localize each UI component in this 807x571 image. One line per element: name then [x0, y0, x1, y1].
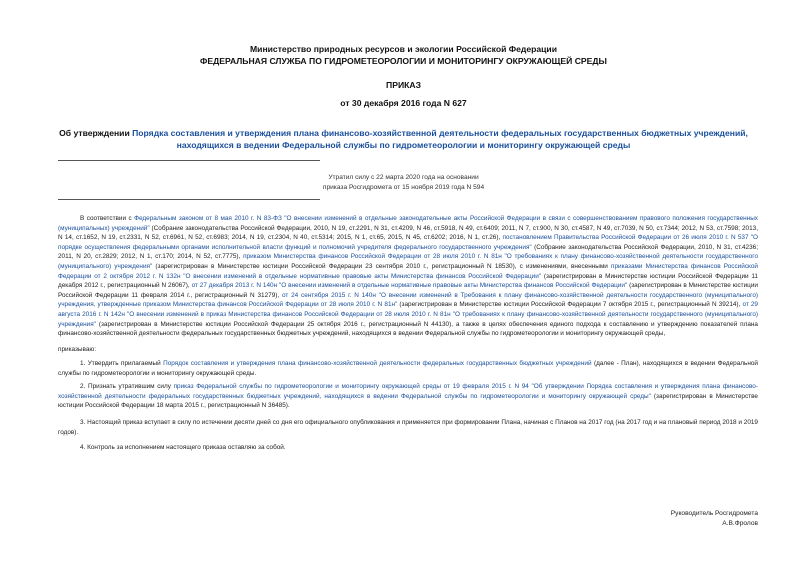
item-1-text: 1. Утвердить прилагаемый	[80, 360, 164, 367]
item-2-text: 2. Признать утратившим силу	[80, 383, 174, 390]
link-federal-law[interactable]: Федеральным законом от 8 мая 2010 г. N 83-ФЗ "О внесении изменений в отдельные законодательные акты Российской Федерации в связи с совершенствованием правового положения государственных (муниципальных) учреждений"	[58, 215, 758, 232]
preamble-text: (Собрание законодательства Российской Федерации, 2010, N 31, ст.4236; 2011, N 20, ст.2829; 2012, N 1, ст.170; 2014, N 52, ст.7775),	[58, 243, 758, 261]
link-minfin-order-132n[interactable]: приказами Министерства финансов Российской Федерации от 2 октября 2012 г. N 132н "О внесении изменений в отдельные нормативные правовые акты Министерства финансов Российской Федерации"	[58, 262, 759, 280]
signature-position: Руководитель Росгидромета	[670, 510, 758, 517]
link-minfin-order-142n[interactable]: от 29 августа 2016 г. N 142н "О внесении изменений в приказ Министерства финансов Российской Федерации от 28 июля 2010 г. N 81н "О требованиях к плану финансово-хозяйственной деятельности государственного (муниципального) учреждения"	[58, 301, 758, 328]
service-name: ФЕДЕРАЛЬНАЯ СЛУЖБА ПО ГИДРОМЕТЕОРОЛОГИИ И МОНИТОРИНГУ ОКРУЖАЮЩЕЙ СРЕДЫ	[200, 56, 607, 66]
item-4-text: 4. Контроль за исполнением настоящего приказа оставляю за собой.	[80, 444, 286, 451]
link-government-resolution[interactable]: постановлением Правительства Российской Федерации от 26 июля 2010 г. N 537 "О порядке осуществления федеральными органами исполнительной власти функций и полномочий учредителя федерального государственного учреждения"	[58, 234, 758, 251]
ministry-name: Министерство природных ресурсов и экологии Российской Федерации	[250, 44, 557, 54]
link-minfin-order-140n-2015[interactable]: от 24 сентября 2015 г. N 140н "О внесении изменений в Требования к плану финансово-хозяйственной деятельности государственного (муниципального) учреждения, утвержденные приказом Министерства финансов Российской Федерации от 28 июля 2010 г. N 81н"	[58, 291, 759, 309]
preamble-text: (зарегистрирован в Министерстве юстиции Российской Федерации 23 сентября 2010 г., регистрационный N 18530), с изменениями, внесенными	[152, 262, 612, 270]
link-procedure[interactable]: Порядок составления и утверждения плана финансово-хозяйственной деятельности федеральных государственных бюджетных учреждений	[163, 360, 592, 367]
divider-bottom	[58, 199, 320, 200]
status-note-link[interactable]: приказа Росгидромета от 15 ноября 2019 года N 594	[322, 184, 485, 191]
title-prefix: Об утверждении	[59, 128, 133, 138]
preamble-text: В соответствии с	[80, 215, 135, 222]
item-3	[58, 418, 758, 437]
document-date-number: от 30 декабря 2016 года N 627	[340, 98, 467, 108]
link-minfin-order-140n-2013[interactable]: от 27 декабря 2013 г. N 140н "О внесении изменений в отдельные нормативные правовые акты Министерства финансов Российской Федерации"	[191, 282, 628, 290]
preamble-text: (зарегистрирован в Министерстве юстиции Российской Федерации 11 декабря 2012 г., регистрационный N 26067),	[58, 272, 758, 290]
item-1-text: (далее - План), находящихся в ведении Федеральной службы по гидрометеорологии и мониторингу окружающей среды.	[58, 360, 758, 377]
document-title	[0, 128, 807, 140]
item-1	[58, 359, 758, 378]
status-note: Утратил силу с 22 марта 2020 года на основании	[328, 174, 479, 181]
document-title-line2	[0, 140, 807, 152]
link-minfin-order-81n[interactable]: приказом Министерства финансов Российской Федерации от 28 июля 2010 г. N 81н "О требованиях к плану финансово-хозяйственной деятельности государственного (муниципального) учреждения"	[58, 253, 759, 270]
signature-name: А.В.Фролов	[722, 520, 758, 527]
preamble-text: (Собрание законодательства Российской Федерации, 2010, N 19, ст.2291, N 31, ст.4209, N 46, ст.5918, N 49, ст.6409; 2011, N 7, ст.900, N 30, ст.4587, N 49, ст.7039, N 50, ст.7344; 2012, N 53, ст.7598; 2013, N 14, ст.1652, N 19, ст.2331, N 52, ст.6961, N 52, ст.6983; 2014, N 19, ст.2304, N 40, ст.5314; 2015, N 1, ст.65, 2015, N 45, ст.6202; 2016, N 1, ст.26),	[58, 224, 758, 242]
link-order-94[interactable]: приказ Федеральной службы по гидрометеорологии и мониторингу окружающей среды от 19 февраля 2015 г. N 94 "Об утверждении Порядка составления и утверждения плана финансово-хозяйственной деятельности федеральных государственных бюджетных учреждений, находящихся в ведении Федеральной службы по гидрометеорологии и мониторингу окружающей среды"	[58, 383, 758, 400]
title-link[interactable]: Порядка составления и утверждения плана финансово-хозяйственной деятельности федеральных государственных бюджетных учреждений,	[132, 128, 748, 138]
preamble-text: (зарегистрирован в Министерстве юстиции Российской Федерации 25 октября 2016 г., регистрационный N 44130), а также в целях обеспечения единого подхода к составлению и утверждению показателей плана финансово-хозяйственной деятельности федеральных государственных бюджетных учреждений, находящихся в ведении Федеральной службы по гидрометеорологии и мониторингу окружающей среды,	[58, 320, 758, 338]
divider-top	[58, 160, 320, 161]
item-4	[58, 443, 758, 453]
preamble-paragraph	[58, 214, 758, 339]
title-link-line2[interactable]: находящихся в ведении Федеральной службы по гидрометеорологии и мониторингу окружающей среды	[176, 140, 631, 150]
item-2	[58, 382, 758, 411]
order-word: приказываю:	[58, 346, 96, 353]
item-3-text: 3. Настоящий приказ вступает в силу по истечении десяти дней со дня его официального опубликования и применяется при формировании Плана, начиная с Планов на 2017 год (на 2017 год и на плановый период 2018 и 2019 годов).	[58, 419, 758, 436]
preamble-text: (зарегистрирован в Министерстве юстиции Российской Федерации 11 февраля 2014 г., регистрационный N 31279),	[58, 282, 758, 299]
item-2-text: (зарегистрирован в Министерстве юстиции Российской Федерации 18 марта 2015 г., регистрационный N 36485).	[58, 392, 758, 410]
preamble-text: (зарегистрирован в Министерстве юстиции Российской Федерации 7 октября 2015 г., регистрационный N 39214),	[397, 301, 743, 309]
document-type: ПРИКАЗ	[386, 80, 421, 90]
